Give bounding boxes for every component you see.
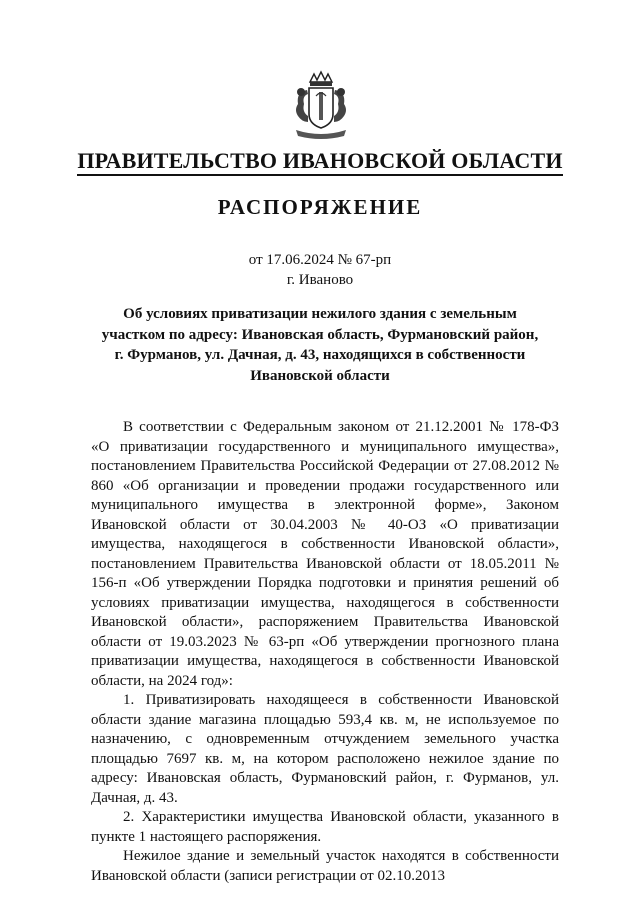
- government-title: [0, 148, 640, 174]
- government-title-text: ПРАВИТЕЛЬСТВО ИВАНОВСКОЙ ОБЛАСТИ: [77, 148, 562, 176]
- document-body: [91, 418, 559, 886]
- coat-of-arms-icon: [288, 70, 354, 144]
- paragraph-item-2: 2. Характеристики имущества Ивановской области, указанного в пункте 1 настоящего распоряжения.: [91, 809, 559, 845]
- document-subject: Об условиях приватизации нежилого здания с земельным участком по адресу: Ивановская область, Фурмановский район, г. Фурманов, ул. Дачная, д. 43, находящихся в собственности Ивановской области: [101, 306, 539, 384]
- paragraph-preamble: В соответствии с Федеральным законом от 21.12.2001 № 178-ФЗ «О приватизации государственного и муниципального имущества», постановлением Правительства Российской Федерации от 27.08.2012 № 860 «Об организации и проведении продажи государственного или муниципального имущества в электронной форме», Законом Ивановской области от 30.04.2003 № 40-ОЗ «О приватизации имущества, находящегося в собственности Ивановской области», постановлением Правительства Ивановской области от 18.05.2011 № 156-п «Об утверждении Порядка подготовки и принятия решений об условиях приватизации имущества, находящегося в собственности Ивановской области», распоряжением Правительства Ивановской области от 19.03.2023 № 63-рп «Об утверждении прогнозного плана приватизации имущества, находящегося в собственности Ивановской области, на 2024 год»:: [91, 419, 559, 689]
- date-number-line: от 17.06.2024 № 67-рп: [248, 252, 392, 268]
- paragraph-item-1: 1. Приватизировать находящееся в собственности Ивановской области здание магазина площадью 593,4 кв. м, не используемое по назначению, с одновременным отчуждением земельного участка площадью 7697 кв. м, на котором расположено нежилое здание по адресу: Ивановская область, Фурмановский район, г. Фурманов, ул. Дачная, д. 43.: [91, 692, 559, 806]
- city-line: г. Иваново: [286, 272, 354, 288]
- document-type-heading: РАСПОРЯЖЕНИЕ: [217, 195, 423, 219]
- paragraph-ownership: Нежилое здание и земельный участок находятся в собственности Ивановской области (записи регистрации от 02.10.2013: [91, 848, 559, 884]
